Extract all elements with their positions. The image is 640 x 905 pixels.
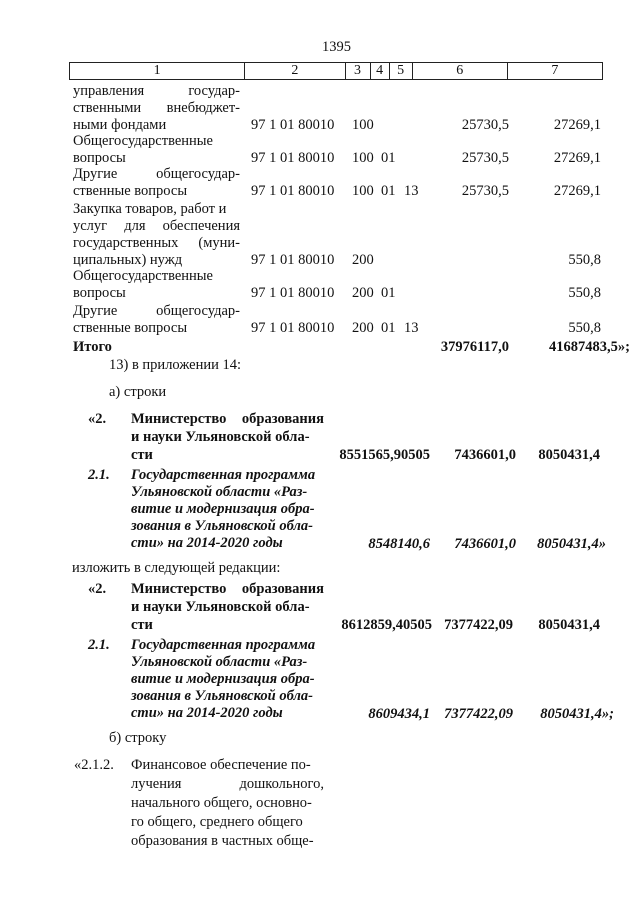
row1-label-line-word: государ- [188,83,240,99]
page-number: 1395 [322,39,351,55]
last-row-name-line [131,777,324,792]
row1-label-line [73,101,240,116]
item-13: 13) в приложении 14: [109,357,242,373]
old-row1-name-line: сти [131,447,153,463]
old-row1-v1: 8551565,90505 [339,447,430,463]
last-row-name-line: го общего, среднего общего [131,814,303,830]
total-v7: 41687483,5»; [549,339,630,355]
old-row2-name-line: витие и модернизация обра- [131,501,315,517]
item-b: б) строку [109,730,167,746]
row1-label-line-word: ственными [73,100,142,116]
row3-c4: 01 [381,183,396,199]
new-row1-name-line [131,582,324,597]
row2-c3: 100 [352,150,374,166]
row4-label-line-word: обеспечения [162,218,240,234]
new-row1-v3: 8050431,4 [538,617,600,633]
row4-label-line-word: услуг [73,218,108,234]
row1-label-line: ными фондами [73,117,167,133]
new-row1-number: «2. [88,581,107,597]
row6-label-line-word: Другие [73,303,118,319]
row2-c4: 01 [381,150,396,166]
row2-label-line: Общегосударственные [73,133,213,149]
new-row1-name-line-word: образования [241,581,324,597]
old-row1-name-line [131,412,324,427]
new-row2-name-line: Ульяновской области «Раз- [131,654,308,670]
new-row2-name-line: витие и модернизация обра- [131,671,315,687]
row5-code: 97 1 01 80010 [251,285,335,301]
row5-v7: 550,8 [568,285,601,301]
row4-label-line-word: государственных [73,235,179,251]
row6-v7: 550,8 [568,320,601,336]
old-row2-v3: 8050431,4» [537,536,606,552]
header-col-1: 1 [70,63,245,80]
old-row1-name-line-word: образования [241,411,324,427]
row3-c5: 13 [404,183,419,199]
old-row2-name-line: Ульяновской области «Раз- [131,484,308,500]
new-row1-v1: 8612859,40505 [341,617,432,633]
old-row1-number: «2. [88,411,107,427]
last-row-name-line: Финансовое обеспечение по- [131,757,311,773]
row2-v7: 27269,1 [553,150,601,166]
old-row1-name-line-word: Министерство [131,411,227,427]
old-row1-v3: 8050431,4 [538,447,600,463]
header-col-7: 7 [507,63,602,80]
row6-label-line [73,304,240,319]
header-row [70,63,603,80]
item-a: а) строки [109,384,167,400]
row6-label-line: ственные вопросы [73,320,188,336]
old-row2-name-line: Государственная программа [131,467,316,483]
row3-v7: 27269,1 [553,183,601,199]
row5-label-line: Общегосударственные [73,268,213,284]
row1-c3: 100 [352,117,374,133]
last-row-name-line: образования в частных обще- [131,833,314,849]
row3-label-line [73,167,240,182]
row4-v7: 550,8 [568,252,601,268]
row1-v7: 27269,1 [553,117,601,133]
total-label: Итого [73,339,112,355]
old-row2-v1: 8548140,6 [368,536,430,552]
old-row2-name-line: сти» на 2014-2020 годы [131,535,283,551]
row4-c3: 200 [352,252,374,268]
row6-c3: 200 [352,320,374,336]
new-row2-v2: 7377422,09 [444,706,513,722]
header-col-4: 4 [370,63,389,80]
new-row1-name-line-word: Министерство [131,581,227,597]
row1-code: 97 1 01 80010 [251,117,335,133]
row1-v6: 25730,5 [461,117,509,133]
row4-label-line: Закупка товаров, работ и [73,201,227,217]
new-row1-name-line: сти [131,617,153,633]
row1-label-line [73,84,240,99]
last-row-number: «2.1.2. [74,757,114,773]
header-col-5: 5 [389,63,412,80]
new-row2-name-line: сти» на 2014-2020 годы [131,705,283,721]
row3-label-line-word: общегосудар- [156,166,240,182]
new-row2-name-line: Государственная программа [131,637,316,653]
row3-v6: 25730,5 [461,183,509,199]
row4-label-line: ципальных) нужд [73,252,183,268]
row3-label-line-word: Другие [73,166,118,182]
row6-c5: 13 [404,320,419,336]
old-row1-name-line: и науки Ульяновской обла- [131,429,310,445]
last-row-name-line-word: дошкольного, [239,776,324,792]
old-row2-name-line: зования в Ульяновской обла- [131,518,313,534]
old-row2-number: 2.1. [88,467,110,483]
row3-c3: 100 [352,183,374,199]
total-v6: 37976117,0 [440,339,509,355]
old-row1-v2: 7436601,0 [454,447,516,463]
row4-label-line-word: (муни- [198,235,240,251]
row2-v6: 25730,5 [461,150,509,166]
new-row2-v1: 8609434,1 [368,706,430,722]
row5-c4: 01 [381,285,396,301]
row4-label-line [73,219,240,234]
row5-c3: 200 [352,285,374,301]
header-col-3: 3 [345,63,370,80]
header-col-2: 2 [245,63,345,80]
new-row1-v2: 7377422,09 [444,617,513,633]
row6-c4: 01 [381,320,396,336]
redaction-text: изложить в следующей редакции: [72,560,281,576]
table-header-row [69,62,603,80]
row5-label-line: вопросы [73,285,126,301]
old-row2-v2: 7436601,0 [454,536,516,552]
new-row2-v3: 8050431,4»; [540,706,614,722]
row4-label-line [73,236,240,251]
new-row2-name-line: зования в Ульяновской обла- [131,688,313,704]
new-row2-number: 2.1. [88,637,110,653]
row2-label-line: вопросы [73,150,126,166]
row4-code: 97 1 01 80010 [251,252,335,268]
row2-code: 97 1 01 80010 [251,150,335,166]
last-row-name-line: начального общего, основно- [131,795,312,811]
row3-label-line: ственные вопросы [73,183,188,199]
row6-label-line-word: общегосудар- [156,303,240,319]
new-row1-name-line: и науки Ульяновской обла- [131,599,310,615]
header-col-6: 6 [412,63,507,80]
row1-label-line-word: внебюджет- [166,100,240,116]
row4-label-line-word: для [124,218,146,234]
last-row-name-line-word: лучения [131,776,182,792]
row3-code: 97 1 01 80010 [251,183,335,199]
row1-label-line-word: управления [73,83,145,99]
row6-code: 97 1 01 80010 [251,320,335,336]
